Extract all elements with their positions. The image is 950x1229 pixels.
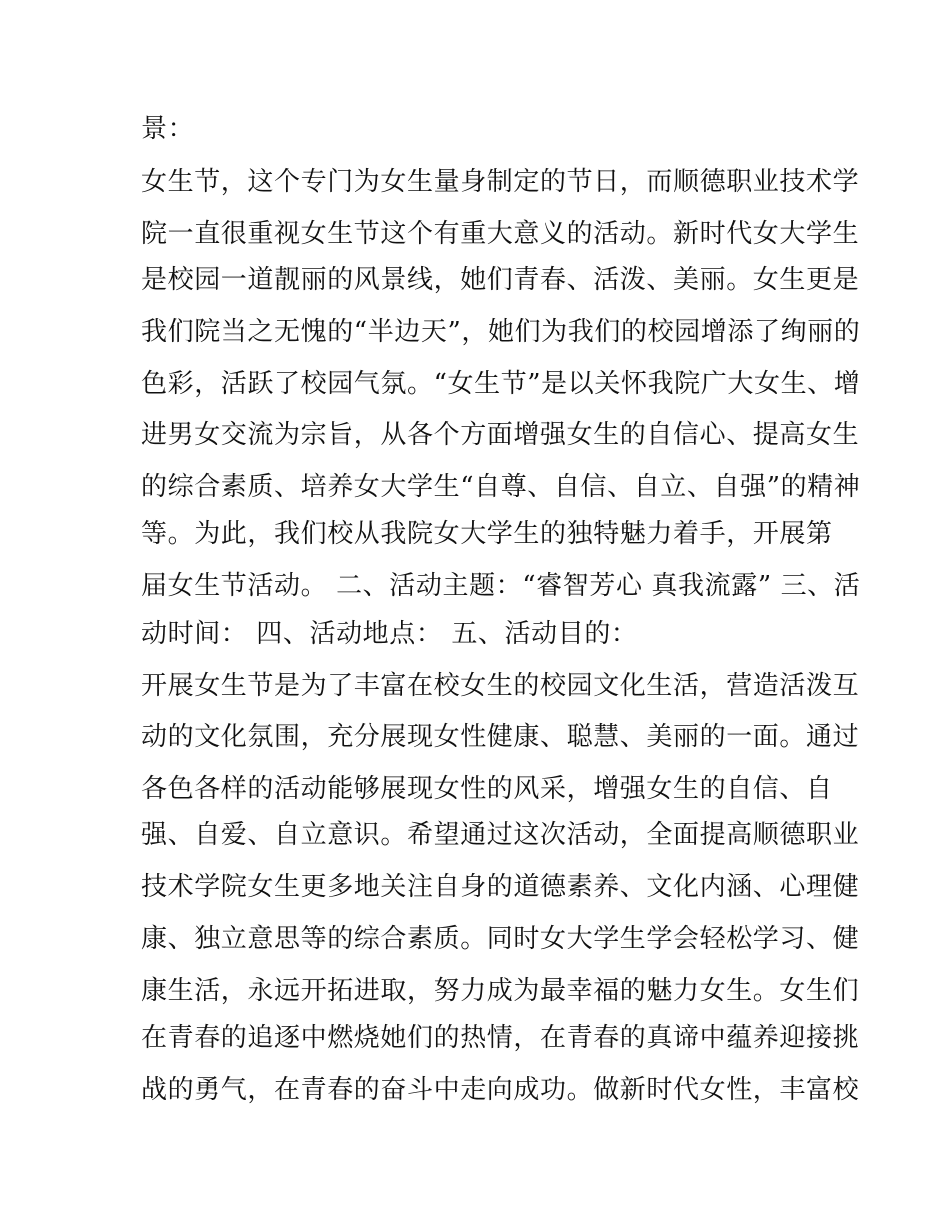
text-line: 动时间： 四、活动地点： 五、活动目的： <box>141 619 638 649</box>
text-line: 康生活，永远开拓进取，努力成为最幸福的魅力女生。女生们 <box>141 976 860 1006</box>
text-line: 各色各样的活动能够展现女性的风采，增强女生的自信、自 <box>141 774 833 804</box>
text-line: 景： <box>141 114 195 144</box>
text-line: 是校园一道靓丽的风景线，她们青春、活泼、美丽。女生更是 <box>141 265 860 295</box>
text-line: 强、自爱、自立意识。希望通过这次活动，全面提高顺德职业 <box>141 820 860 850</box>
text-line: 女生节，这个专门为女生量身制定的节日，而顺德职业技术学 <box>141 167 860 197</box>
text-line: 在青春的追逐中燃烧她们的热情，在青春的真谛中蕴养迎接挑 <box>141 1023 860 1053</box>
text-line: 色彩，活跃了校园气氛。“女生节”是以关怀我院广大女生、增 <box>141 369 861 399</box>
text-line: 等。为此，我们校从我院女大学生的独特魅力着手，开展第 <box>141 519 833 549</box>
text-line: 开展女生节是为了丰富在校女生的校园文化生活，营造活泼互 <box>141 671 860 701</box>
text-line: 动的文化氛围，充分展现女性健康、聪慧、美丽的一面。通过 <box>141 722 860 752</box>
text-line: 院一直很重视女生节这个有重大意义的活动。新时代女大学生 <box>141 219 860 249</box>
text-line: 进男女交流为宗旨，从各个方面增强女生的自信心、提高女生 <box>141 420 860 450</box>
text-line: 我们院当之无愧的“半边天”，她们为我们的校园增添了绚丽的 <box>141 317 861 347</box>
text-line: 战的勇气，在青春的奋斗中走向成功。做新时代女性，丰富校 <box>141 1075 860 1105</box>
text-line: 届女生节活动。 二、活动主题：“睿智芳心 真我流露” 三、活 <box>141 571 861 601</box>
text-line: 的综合素质、培养女大学生“自尊、自信、自立、自强”的精神 <box>141 472 861 502</box>
text-line: 康、独立意思等的综合素质。同时女大学生学会轻松学习、健 <box>141 924 860 954</box>
text-line: 技术学院女生更多地关注自身的道德素养、文化内涵、心理健 <box>141 872 860 902</box>
